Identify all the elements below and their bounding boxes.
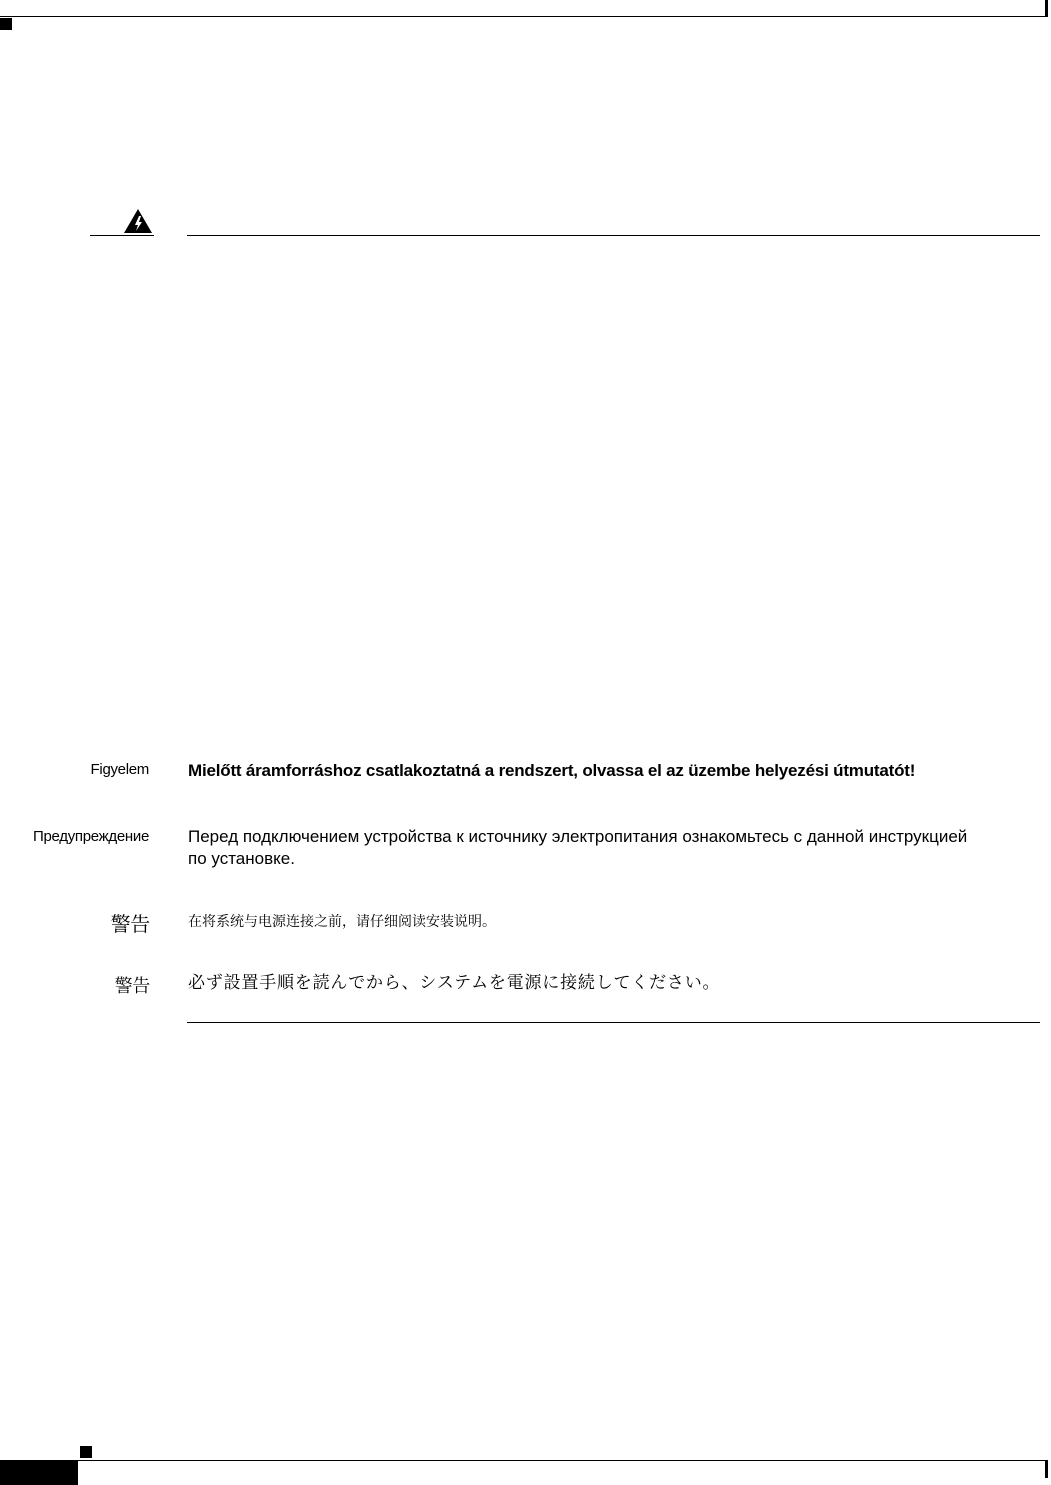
warning-text-russian: Перед подключением устройства к источнику электропитания ознакомьтесь с данной инструкцией по установке. (188, 827, 968, 868)
footer-corner-mark (1045, 1460, 1048, 1478)
warning-text-hungarian: Mielőtt áramforráshoz csatlakoztatná a rendszert, olvassa el az üzembe helyezési útmutatót! (188, 761, 916, 780)
footer-square-mark (80, 1446, 92, 1458)
footer-rule (0, 1460, 1048, 1461)
warning-text-japanese: 必ず設置手順を読んでから、システムを電源に接続してください。 (188, 973, 721, 992)
header-square-mark (0, 18, 12, 30)
warning-label-japanese: 警告 (114, 976, 150, 996)
warning-label-hungarian: Figyelem (90, 761, 149, 778)
header-corner-mark (1045, 0, 1048, 17)
warning-rule (187, 235, 1040, 236)
warning-end-rule (187, 1022, 1040, 1023)
warning-text-chinese: 在将系统与电源连接之前，请仔细阅读安装说明。 (188, 913, 496, 929)
warning-label-russian: Предупреждение (33, 828, 149, 845)
footer-page-tab (0, 1461, 78, 1485)
warning-rule-left (90, 235, 154, 236)
warning-triangle-lightning-icon (123, 208, 153, 234)
warning-label-chinese: 警告 (110, 914, 150, 936)
header-rule (0, 16, 1048, 17)
